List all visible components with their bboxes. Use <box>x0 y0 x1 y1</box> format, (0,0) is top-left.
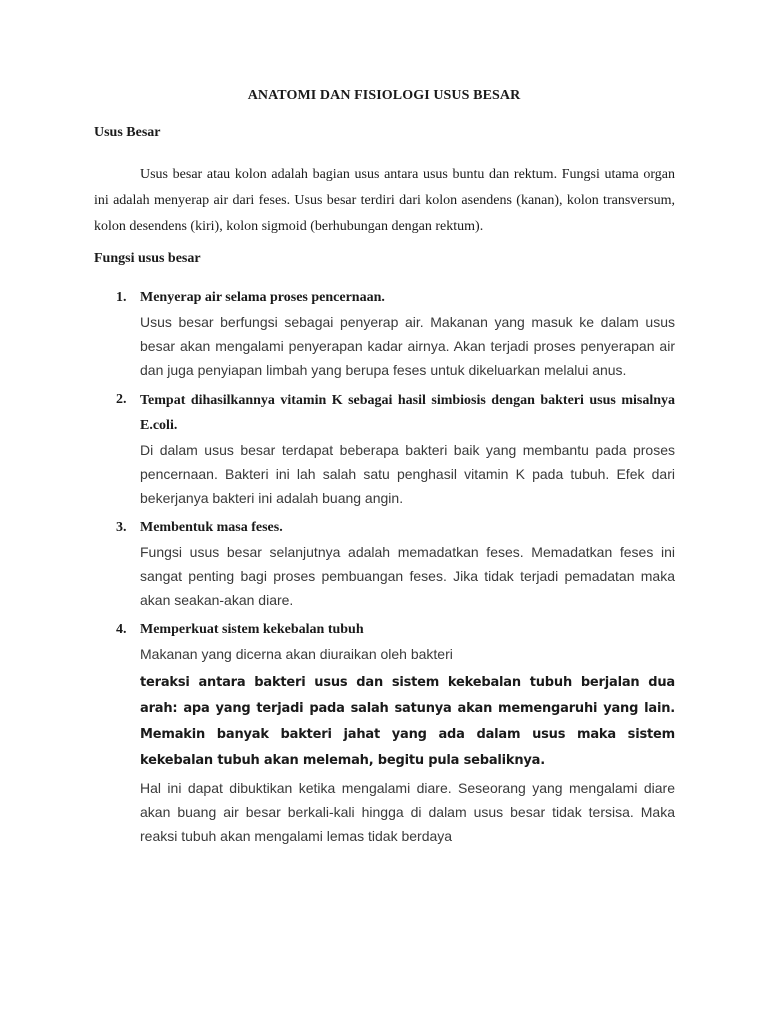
item-description: Usus besar berfungsi sebagai penyerap air. Makanan yang masuk ke dalam usus besar akan mengalami penyerapan kadar airnya. Akan terjadi proses penyerapan air dan juga penyiapan limbah yang berupa feses untuk dikeluarkan melalui anus. <box>140 314 675 378</box>
document-title: ANATOMI DAN FISIOLOGI USUS BESAR <box>247 88 521 103</box>
item-number: 4. <box>116 622 127 637</box>
item-description: Di dalam usus besar terdapat beberapa bakteri baik yang membantu pada proses pencernaan. Bakteri ini lah salah satu penghasil vitamin K pada tubuh. Efek dari bekerjanya bakteri ini adalah buang angin. <box>140 442 675 506</box>
section-heading-usus-besar: Usus Besar <box>94 125 161 140</box>
item-title: Membentuk masa feses. <box>140 520 283 535</box>
item-title: Memperkuat sistem kekebalan tubuh <box>140 622 364 637</box>
list-item <box>94 618 675 848</box>
item-bold-paragraph: teraksi antara bakteri usus dan sistem kekebalan tubuh berjalan dua arah: apa yang terjadi pada salah satunya akan memengaruhi yang lain. Memakin banyak bakteri jahat yang ada dalam usus maka sistem kekebalan tubuh akan melemah, begitu pula sebaliknya. <box>140 675 675 768</box>
item-title: Tempat dihasilkannya vitamin K sebagai hasil simbiosis dengan bakteri usus misalnya E.coli. <box>140 393 675 433</box>
list-item <box>94 286 675 382</box>
list-item <box>94 516 675 612</box>
function-list <box>94 286 675 848</box>
intro-text: Usus besar atau kolon adalah bagian usus antara usus buntu dan rektum. Fungsi utama organ ini adalah menyerap air dari feses. Usus besar terdiri dari kolon asendens (kanan), kolon transversum, kolon desendens (kiri), kolon sigmoid (berhubungan dengan rektum). <box>94 167 675 234</box>
item-number: 3. <box>116 520 127 535</box>
intro-paragraph <box>94 162 675 240</box>
item-description-continued: Hal ini dapat dibuktikan ketika mengalami diare. Seseorang yang mengalami diare akan buang air besar berkali-kali hingga di dalam usus besar tidak tersisa. Maka reaksi tubuh akan mengalami lemas tidak berdaya <box>140 780 675 844</box>
item-number: 1. <box>116 290 127 305</box>
section-heading-fungsi: Fungsi usus besar <box>94 251 201 266</box>
item-number: 2. <box>116 392 127 407</box>
item-title: Menyerap air selama proses pencernaan. <box>140 290 385 305</box>
list-item <box>94 388 675 510</box>
item-description: Fungsi usus besar selanjutnya adalah memadatkan feses. Memadatkan feses ini sangat penting bagi proses pembuangan feses. Jika tidak terjadi pemadatan maka akan seakan-akan diare. <box>140 544 675 608</box>
item-description: Makanan yang dicerna akan diuraikan oleh bakteri <box>140 646 453 662</box>
